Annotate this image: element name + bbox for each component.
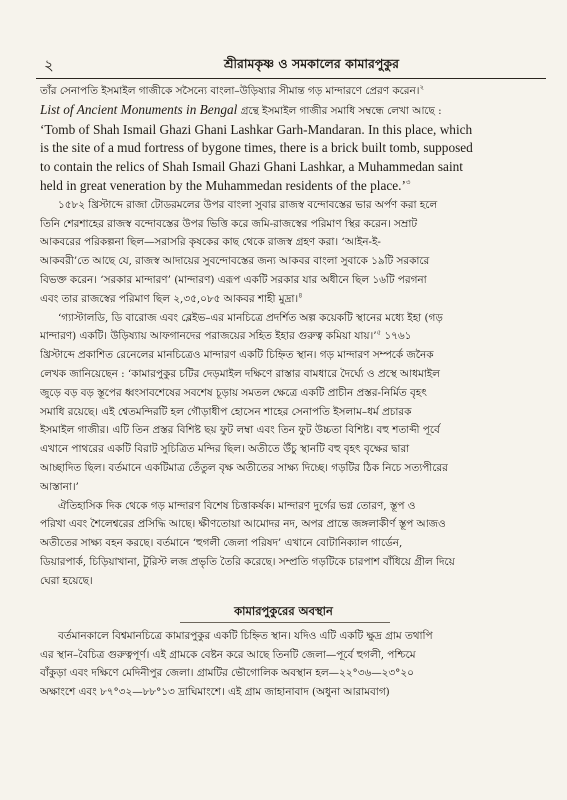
running-title: শ্রীরামকৃষ্ণ ও সমকালের কামারপুকুর xyxy=(224,56,400,71)
text-line: এবং তার রাজস্বের পরিমাণ ছিল ২,৩৫,০৮৫ আকবর শাহী মুদ্রা।$^৪$ xyxy=(40,291,303,305)
quote-line: to contain the relics of Shah Ismail Ghazi Ghani Lashkar, a Muhammedan saint xyxy=(40,159,464,175)
text-line: তিনি শেরশাহের রাজস্ব বন্দোবস্তের উপর ভিত্তি করে জমি-রাজস্বের পরিমাণ স্থির করেন। সম্রাট xyxy=(40,217,417,230)
text-line: ‘গ্যাস্টালডি, ডি বারোজ এবং ব্লেইভ–এর মানচিত্রে প্রদর্শিত অল্প কয়েকটি স্থানের মধ্যে ইহা (গড় xyxy=(58,311,443,324)
text-line: অতীতের সাক্ষ্য বহন করছে। বর্তমানে ‘হুগলী জেলা পরিষদ’ এখানে বোটানিক্যাল গার্ডেন, xyxy=(40,537,403,550)
book-title: List of Ancient Monuments in Bengal xyxy=(40,101,238,117)
text-line: লেখক জানিয়েছেন : ‘কামারপুকুর চটির দেড়মাইল দক্ষিণে রাস্তার বামধারে দৈর্ঘ্যে ও প্রস্থে আধমাইল xyxy=(40,367,440,380)
section-rule xyxy=(180,622,390,623)
paragraph-5 xyxy=(40,627,545,701)
text-line: সমাধি রয়েছে। এই শ্বেতমন্দিরটি হল গৌড়াধীপ হোসেন শাহের সেনাপতি ইসলাম–ধর্ম প্রচারক xyxy=(40,405,412,418)
text-line: ইসমাইল গাজীর। এটি তিন প্রস্তর বিশিষ্ট ছয় ফুট লম্বা এবং তিন ফুট উচ্চতা বিশিষ্ট। বহু শতাব্দী পূর্বে xyxy=(40,424,440,437)
text-line: আকবরী’তে আছে যে, রাজস্ব আদায়ের সুবন্দোবস্তের জন্য আকবর বাংলা সুবাকে ১৯টি সরকারে xyxy=(40,255,430,268)
section-heading: কামারপুকুরের অবস্থান xyxy=(234,604,333,618)
paragraph-3 xyxy=(40,309,545,497)
text-line: List of Ancient Monuments in Bengal গ্রন্থে ইসমাইল গাজীর সমাধি সম্বন্ধে লেখা আছে : xyxy=(40,101,442,117)
text-line: বর্তমানকালে বিশ্বমানচিত্রে কামারপুকুর একটি চিহ্নিত স্থান। যদিও এটি একটি ক্ষুদ্র গ্রাম তথাপি xyxy=(58,630,433,642)
text-line: বাঁকুড়া এবং দক্ষিণে মেদিনীপুর জেলা। গ্রামটির ভৌগোলিক অবস্থান হল—২২°৩৬—২৩°২০ xyxy=(40,667,414,680)
text-line: খ্রিস্টাব্দে প্রকাশিত রেনেলের মানচিত্রেও মান্দারণ একটি চিহ্নিত স্থান। গড় মান্দারণ সম্পর্কে জনৈক xyxy=(40,349,434,362)
quote-line: ‘Tomb of Shah Ismail Ghazi Ghani Lashkar Garh-Mandaran. In this place, which xyxy=(40,121,473,137)
text-line: বিভক্ত করেন। ‘সরকার মান্দারণ’ (মান্দারণ) এরূপ একটি সরকার যার অধীনে ছিল ১৬টি পরগনা xyxy=(40,273,427,286)
text-line: আস্তানা।’ xyxy=(40,480,79,493)
text-line: ঐতিহাসিক দিক থেকে গড় মান্দারণ বিশেষ চিত্তাকর্ষক। মান্দারণ দুর্গের ভগ্ন তোরণ, স্তূপ ও xyxy=(58,499,416,512)
text-line: পরিখা এবং শৈলেশ্বরের প্রসিদ্ধি আছে। ক্ষীণতোয়া আমোদর নদ, অপর প্রান্তে জঙ্গলাকীর্ণ স্তূপ আজও xyxy=(40,518,446,531)
text-line: এখানে পাথরের একটি বিরাট সুচিত্রিত মন্দির ছিল। অতীতে উঁচু স্থানটি বহু বৃহৎ বৃক্ষের দ্বারা xyxy=(40,443,410,456)
page-header xyxy=(44,54,544,76)
text-line: ডিয়ারপার্ক, চিড়িয়াখানা, টুরিস্ট লজ প্রভৃতি তৈরি করেছে। সম্প্রতি গড়টিকে চারপাশ বাঁধিয়ে গ্রীল দিয়ে xyxy=(40,555,455,568)
text-line: ১৫৮২ খ্রিস্টাব্দে রাজা টোডরমলের উপর বাংলা সুবার রাজস্ব বন্দোবস্তের ভার অর্পণ করা হলে xyxy=(58,198,438,211)
body-text xyxy=(40,82,545,591)
page-number: ২ xyxy=(44,56,54,74)
header-rule xyxy=(36,78,546,79)
paragraph-2 xyxy=(40,196,545,309)
paragraph-1 xyxy=(40,82,545,196)
text-line: জুড়ে বড় বড় স্তূপের ধ্বংসাবশেষের সবশেষ চূড়ায় সমতল ক্ষেত্রে একটি প্রাচীন প্রস্তর-নির্মিত বৃহৎ xyxy=(40,386,427,399)
text-line: অক্ষাংশে এবং ৮৭°৩২—৮৮°১৩ দ্রাঘিমাংশে। এই গ্রাম জাহানাবাদ (অধুনা আরামবাগ) xyxy=(40,685,390,698)
text-line: তাঁর সেনাপতি ইসমাইল গাজীকে সসৈন্যে বাংলা–উড়িষ্যার সীমান্ত গড় মান্দারণে প্রেরণ করেন।$^২$ xyxy=(40,83,424,97)
text-line: মান্দারণ) একটি। উড়িষ্যায় আফগানদের পরাজয়ের সহিত ইহার গুরুত্ব কমিয়া যায়।’$^৫$ ১৭৬১ xyxy=(40,328,412,343)
body-text-section xyxy=(40,627,545,701)
quote-line: is the site of a mud fortress of bygone times, there is a brick built tomb, supposed xyxy=(40,140,473,156)
text-line: এর স্থান–বৈচিত্র গুরুত্বপূর্ণ। এই গ্রামকে বেষ্টন করে আছে তিনটি জেলা—পূর্বে হুগলী, পশ্চিমে xyxy=(40,648,416,661)
text-line: আচ্ছাদিত ছিল। বর্তমানে একটিমাত্র তেঁতুল বৃক্ষ অতীতের সাক্ষ্য দিচ্ছে। গড়টির ঠিক নিচে সত্যপীরের xyxy=(40,461,448,474)
paragraph-4 xyxy=(40,497,545,591)
quote-line: held in great veneration by the Muhammedan residents of the place.’$^৩$ xyxy=(40,177,411,193)
text-line: আকবরের পরিকল্পনা ছিল—সরাসরি কৃষকের কাছ থেকে রাজস্ব গ্রহণ করা। ‘আইন-ই- xyxy=(40,236,381,249)
text-line: ঘেরা হয়েছে। xyxy=(40,574,93,587)
